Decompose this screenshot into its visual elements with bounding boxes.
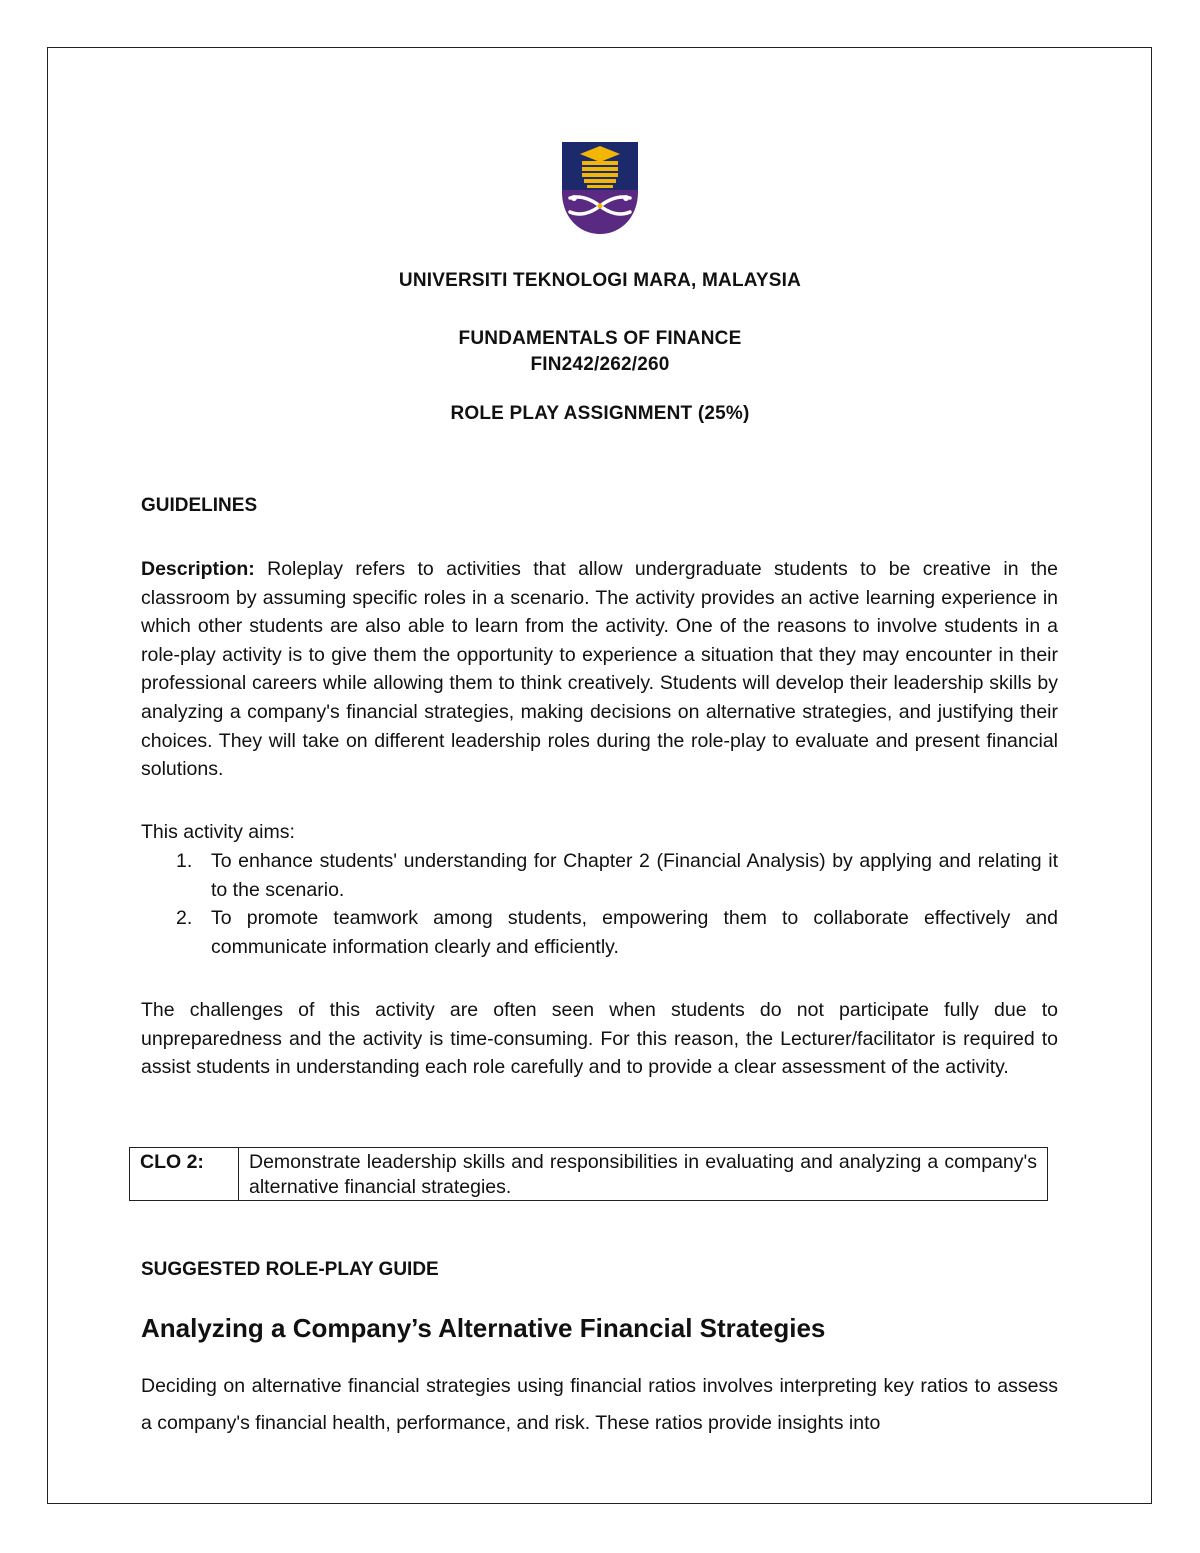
description-text: Roleplay refers to activities that allow undergraduate students to be creative in the classroom by assuming specific roles in a scenario. The activity provides an active learning experience in which other students are also able to learn from the activity. One of the reasons to involve students in a role-play activity is to give them the opportunity to experience a situation that they may encounter in their professional careers while allowing them to think creatively. Students will develop their leadership skills by analyzing a company's financial strategies, making decisions on alternative strategies, and justifying their choices. They will take on different leadership roles during the role-play to evaluate and present financial solutions. — [141, 558, 1058, 781]
list-item-text: To enhance students' understanding for Chapter 2 (Financial Analysis) by applying and relating it to the scenario. — [211, 850, 1058, 901]
guide-heading: SUGGESTED ROLE-PLAY GUIDE — [141, 1259, 439, 1280]
guidelines-heading: GUIDELINES — [141, 495, 258, 516]
clo-table — [129, 1147, 1048, 1201]
list-item-text: To promote teamwork among students, empowering them to collaborate effectively and communicate information clearly and efficiently. — [211, 907, 1058, 958]
guide-intro: Deciding on alternative financial strategies using financial ratios involves interpreting key ratios to assess a company's financial health, performance, and risk. These ratios provide insights into — [141, 1375, 1058, 1434]
assignment-title: ROLE PLAY ASSIGNMENT (25%) — [450, 403, 750, 424]
aims-intro: This activity aims: — [141, 821, 295, 843]
course-title: FUNDAMENTALS OF FINANCE — [458, 328, 742, 349]
clo-text: Demonstrate leadership skills and responsibilities in evaluating and analyzing a company's alternative financial strategies. — [239, 1148, 1048, 1201]
description-paragraph — [141, 555, 1058, 784]
description-label: Description: — [141, 558, 255, 580]
table-row — [130, 1148, 1048, 1201]
list-item — [141, 847, 1058, 904]
aims-list — [141, 847, 1058, 961]
uitm-crest-icon — [560, 140, 640, 236]
list-number: 2. — [176, 907, 193, 930]
university-name: UNIVERSITI TEKNOLOGI MARA, MALAYSIA — [398, 270, 802, 291]
guide-title: Analyzing a Company’s Alternative Financial Strategies — [141, 1313, 826, 1343]
list-item — [141, 904, 1058, 961]
list-number: 1. — [176, 850, 193, 872]
challenges-paragraph: The challenges of this activity are often seen when students do not participate fully due to unpreparedness and the activity is time-consuming. For this reason, the Lecturer/facilitator is required to assist students in understanding each role carefully and to provide a clear assessment of the activity. — [141, 999, 1058, 1079]
course-codes: FIN242/262/260 — [530, 354, 670, 375]
clo-label: CLO 2: — [130, 1148, 239, 1201]
